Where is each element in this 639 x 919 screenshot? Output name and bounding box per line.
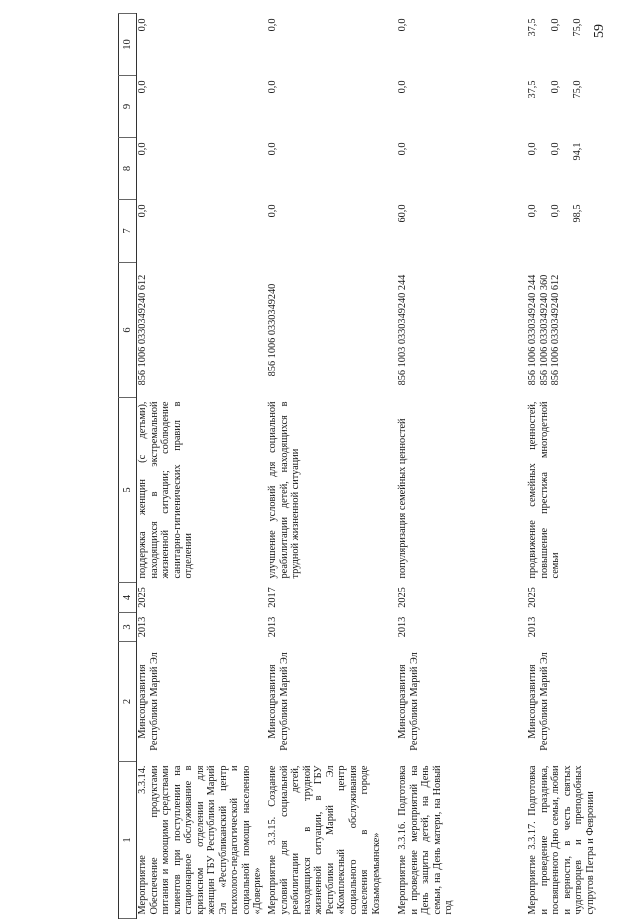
amount-line: 75,0 xyxy=(572,80,584,99)
executor-cell: Минсоцразвития Республики Марий Эл xyxy=(397,652,420,751)
measure-cell: Мероприятие 3.3.16. Подготовка и проведение мероприятий на День защиты детей, на День семьи, на День матери, на Новый год xyxy=(397,765,455,915)
executor-cell: Минсоцразвития Республики Марий Эл xyxy=(527,652,550,751)
budget-code-cell: 856 1003 0330349240 244 xyxy=(397,274,408,386)
result-cell: поддержка женщин (с детьми), находящихся в экстремальной жизненной ситуации; соблюдение санитарно-гигиенических правил в отделении xyxy=(137,401,195,579)
amount-cell: 0,0 xyxy=(397,80,408,94)
amount-cell: 0,0 xyxy=(267,18,278,32)
amount-cell: 0,0 xyxy=(137,142,148,156)
amount-cell: 0,0 xyxy=(267,142,278,156)
measure-cell: Мероприятие 3.3.17. Подготовка и проведение праздника, посвященного Дню семьи, любви и верности, в честь святых чудотворцев и преподобных супругов Петра и Февронии xyxy=(527,765,596,915)
amount-line: 75,0 xyxy=(572,18,584,37)
column-header: 1 xyxy=(119,762,137,919)
document-table xyxy=(118,14,639,919)
budget-code-cell xyxy=(527,263,639,398)
amount-cell: 0,0 xyxy=(137,18,148,32)
result-cell: популяризация семейных ценностей xyxy=(397,418,408,579)
start-year-cell: 2013 xyxy=(397,616,408,638)
amount-cell: 0,0 xyxy=(267,204,278,218)
table-row xyxy=(527,14,639,919)
budget-code-line: 856 1006 0330349240 612 xyxy=(550,274,562,386)
start-year-cell: 2013 xyxy=(267,616,278,638)
column-header: 7 xyxy=(119,200,137,263)
budget-code-line: 856 1006 0330349240 360 xyxy=(538,274,550,386)
budget-code-line: 856 1006 0330349240 244 xyxy=(527,274,538,386)
amount-line: 0,0 xyxy=(549,18,561,32)
column-header: 8 xyxy=(119,138,137,200)
amount-line: 37,5 xyxy=(527,18,538,37)
table-row xyxy=(397,14,527,919)
end-year-cell: 2017 xyxy=(267,587,278,608)
result-cell: продвижение семейных ценностей, повышение престижа многодетной семьи xyxy=(527,401,562,579)
result-cell: улучшение условий для социальной реабилитации детей, находящихся в трудной жизненной ситуации xyxy=(267,401,302,579)
amount-cell: 0,0 xyxy=(397,18,408,32)
amount-cell xyxy=(527,14,639,76)
start-year-cell: 2013 xyxy=(527,616,538,638)
column-header: 2 xyxy=(119,642,137,762)
executor-cell: Минсоцразвития Республики Марий Эл xyxy=(137,652,160,751)
amount-line: 98,5 xyxy=(572,204,584,223)
end-year-cell: 2025 xyxy=(137,587,148,608)
amount-line: 0,0 xyxy=(527,204,538,218)
amount-cell xyxy=(527,200,639,263)
amount-cell: 0,0 xyxy=(267,80,278,94)
header-row xyxy=(119,14,137,919)
table-row xyxy=(137,14,268,919)
start-year-cell: 2013 xyxy=(137,616,148,638)
amount-cell: 0,0 xyxy=(137,80,148,94)
budget-code-cell: 856 1006 0330349240 xyxy=(267,283,278,377)
amount-line: 0,0 xyxy=(549,204,561,218)
column-header: 5 xyxy=(119,398,137,583)
column-header: 3 xyxy=(119,613,137,642)
amount-cell: 0,0 xyxy=(397,142,408,156)
amount-cell xyxy=(527,76,639,138)
table-row xyxy=(267,14,397,919)
amount-cell xyxy=(527,138,639,200)
measure-cell: Мероприятие 3.3.14. Обеспечение продуктами питания и моющими средствами клиентов при поступлении на стационарное обслуживание в кризисном отделении для женщин ГБУ Республики Марий Эл «Республиканский центр психолого-педагогической и социальной помощи населению «Доверие» xyxy=(137,765,264,915)
column-header: 4 xyxy=(119,583,137,613)
amount-cell: 0,0 xyxy=(137,204,148,218)
amount-line: 37,5 xyxy=(527,80,538,99)
page-number: 59 xyxy=(592,24,607,38)
measure-cell: Мероприятие 3.3.15. Создание условий для социальной реабилитации детей, находящихся в трудной жизненной ситуации, в ГБУ Республики Марий Эл «Комплексный центр социального обслуживания населения в городе Козьмодемьянске» xyxy=(267,765,382,915)
amount-line: 0,0 xyxy=(527,142,538,156)
column-header: 10 xyxy=(119,14,137,76)
end-year-cell: 2025 xyxy=(527,587,538,608)
amount-line: 0,0 xyxy=(549,80,561,94)
end-year-cell: 2025 xyxy=(397,587,408,608)
column-header: 6 xyxy=(119,263,137,398)
budget-code-cell: 856 1006 0330349240 612 xyxy=(137,274,148,386)
amount-line: 0,0 xyxy=(549,142,561,156)
column-header: 9 xyxy=(119,76,137,138)
amount-line: 94,1 xyxy=(572,142,584,161)
amount-cell: 60,0 xyxy=(397,204,408,223)
executor-cell: Минсоцразвития Республики Марий Эл xyxy=(267,652,290,751)
